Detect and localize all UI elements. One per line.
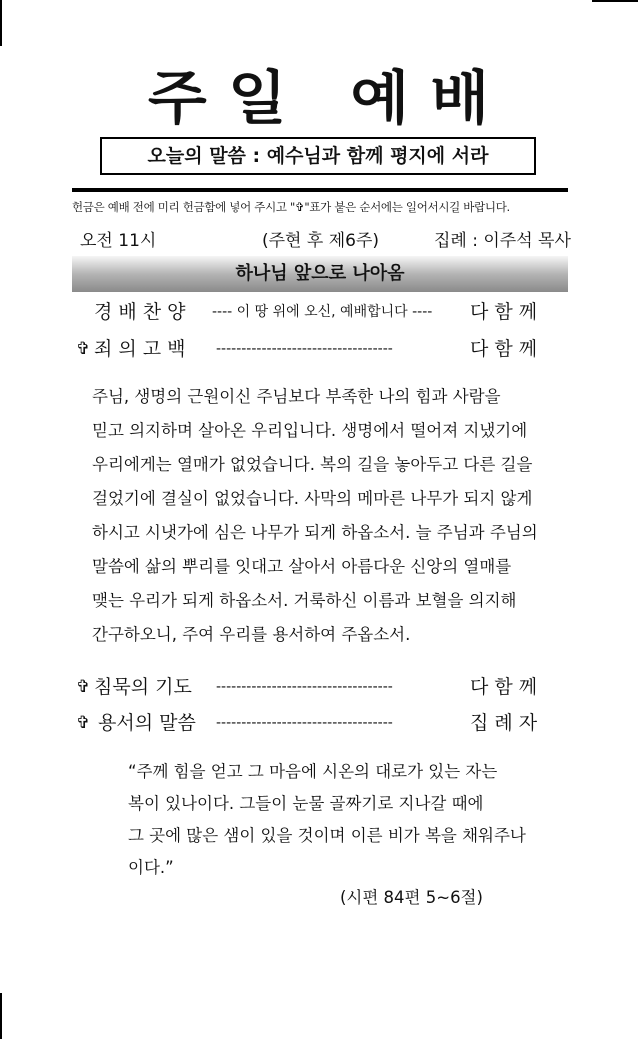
- order-dashes: -----------------------------------: [216, 679, 393, 695]
- order-item-confession: [76, 335, 568, 363]
- sermon-title-box: 오늘의 말씀 : 예수님과 함께 평지에 서라: [100, 137, 536, 175]
- confession-line: 우리에게는 열매가 없었습니다. 복의 길을 놓아두고 다른 길을: [92, 455, 533, 474]
- order-item-praise: [76, 298, 568, 326]
- quote-line: 이다.”: [128, 858, 174, 877]
- order-label: 경 배 찬 양: [94, 301, 186, 323]
- crop-mark-top-left: [0, 0, 2, 46]
- page-title: 주 일 예 배: [148, 64, 490, 132]
- confession-line: 걸었기에 결실이 없었습니다. 사막의 메마른 나무가 되지 않게: [92, 489, 533, 508]
- confession-line: 맺는 우리가 되게 하옵소서. 거룩하신 이름과 보혈을 의지해: [92, 591, 517, 610]
- order-detail: ---- 이 땅 위에 오신, 예배합니다 ----: [212, 304, 433, 320]
- order-dashes: -----------------------------------: [216, 715, 393, 731]
- cross-icon: ✞: [76, 339, 91, 359]
- confession-line: 하시고 시냇가에 심은 나무가 되게 하옵소서. 늘 주님과 주님의: [92, 523, 538, 542]
- quote-line: 복이 있나이다. 그들이 눈물 골짜기로 지나갈 때에: [128, 794, 484, 813]
- crop-mark-top-right: [592, 0, 638, 2]
- order-who: 다 함 께: [470, 676, 538, 698]
- quote-line: “주께 힘을 얻고 그 마음에 시온의 대로가 있는 자는: [128, 762, 498, 781]
- service-info-row: [80, 229, 571, 253]
- officiant: 집례 : 이주석 목사: [434, 231, 571, 251]
- confession-line: 주님, 생명의 근원이신 주님보다 부족한 나의 힘과 사람을: [92, 387, 501, 406]
- confession-line: 간구하오니, 주여 우리를 용서하여 주옵소서.: [92, 625, 411, 644]
- order-item-absolution: [76, 709, 568, 737]
- order-label: 용서의 말씀: [98, 712, 196, 734]
- crop-mark-bottom-left: [0, 993, 2, 1039]
- cross-icon: ✞: [76, 713, 91, 733]
- order-item-silent-prayer: [76, 673, 568, 701]
- order-who: 집 례 자: [470, 712, 538, 734]
- section-header: 하나님 앞으로 나아옴: [72, 256, 568, 292]
- order-label: 침묵의 기도: [94, 676, 192, 698]
- confession-line: 믿고 의지하며 살아온 우리입니다. 생명에서 떨어져 지냈기에: [92, 421, 528, 440]
- order-label: 죄 의 고 백: [94, 338, 186, 360]
- order-dashes: -----------------------------------: [216, 341, 393, 357]
- order-who: 다 함 께: [470, 338, 538, 360]
- service-time: 오전 11시: [80, 231, 157, 251]
- quote-line: 그 곳에 많은 샘이 있을 것이며 이른 비가 복을 채워주나: [128, 826, 526, 845]
- order-who: 다 함 께: [470, 301, 538, 323]
- confession-line: 말씀에 삶의 뿌리를 잇대고 살아서 아름다운 신앙의 열매를: [92, 557, 512, 576]
- scripture-reference: (시편 84편 5~6절): [340, 888, 483, 907]
- cross-icon: ✞: [76, 677, 91, 697]
- offering-notice: 헌금은 예배 전에 미리 헌금함에 넣어 주시고 "✞"표가 붙은 순서에는 일어서시길 바랍니다.: [72, 200, 510, 214]
- divider-rule: [72, 188, 568, 192]
- liturgical-week: (주현 후 제6주): [262, 231, 379, 251]
